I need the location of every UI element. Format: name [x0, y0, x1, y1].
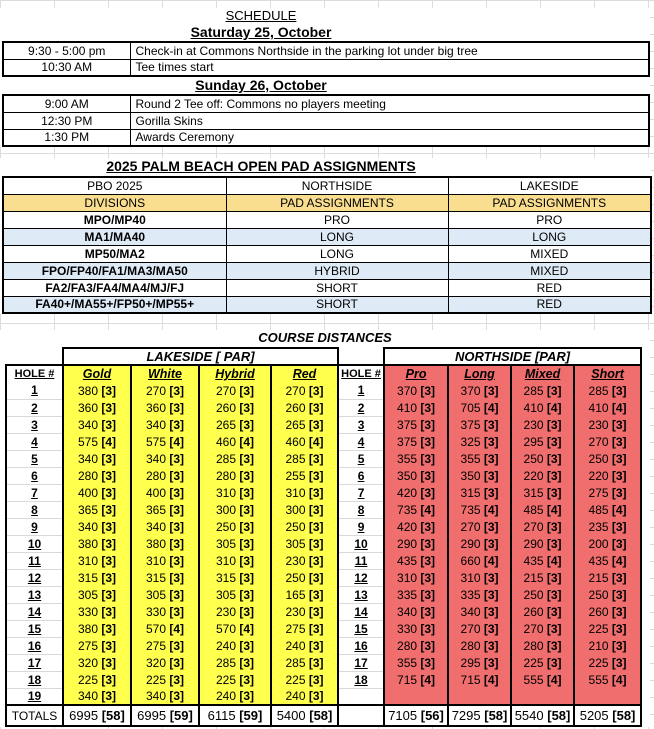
schedule-row — [3, 112, 649, 129]
pad-assignments-header-cell: PAD ASSIGNMENTS — [226, 194, 448, 211]
course-row — [6, 467, 641, 484]
course-row — [6, 518, 641, 535]
northside-distance-cell: 315 [3] — [448, 484, 511, 501]
northside-distance-cell: 355 [3] — [384, 654, 448, 671]
course-row — [6, 654, 641, 671]
lakeside-section-header: LAKESIDE [ PAR] — [63, 348, 338, 365]
course-row — [6, 450, 641, 467]
northside-distance-cell: 340 [3] — [448, 603, 511, 620]
lakeside-distance-cell: 285 [3] — [199, 654, 271, 671]
lakeside-distance-cell: 305 [3] — [271, 535, 338, 552]
hole-number-cell: 16 — [6, 637, 63, 654]
column-header-pro: Pro — [384, 365, 448, 382]
column-header-white: White — [131, 365, 199, 382]
lakeside-distance-cell: 225 [3] — [131, 671, 199, 688]
northside-distance-cell: 735 [4] — [448, 501, 511, 518]
lakeside-distance-cell: 285 [3] — [271, 450, 338, 467]
schedule-section — [0, 8, 650, 147]
lakeside-distance-cell: 365 [3] — [63, 501, 131, 518]
northside-pad-cell: SHORT — [226, 296, 448, 313]
lakeside-distance-cell: 380 [3] — [63, 535, 131, 552]
northside-distance-cell: 375 [3] — [384, 416, 448, 433]
hole-number-cell: 15 — [6, 620, 63, 637]
pad-row — [3, 279, 651, 296]
lakeside-distance-cell: 340 [3] — [63, 450, 131, 467]
northside-distance-cell: 555 [4] — [511, 671, 574, 688]
division-cell: MA1/MA40 — [3, 228, 226, 245]
hole-number-cell: 2 — [338, 399, 384, 416]
course-distances-title: COURSE DISTANCES — [258, 330, 392, 345]
course-row — [6, 671, 641, 688]
sunday-table — [2, 94, 650, 147]
northside-distance-cell: 310 [3] — [384, 569, 448, 586]
pad-row — [3, 228, 651, 245]
division-cell: MP50/MA2 — [3, 245, 226, 262]
hole-number-cell: 4 — [6, 433, 63, 450]
lakeside-distance-cell: 380 [3] — [63, 620, 131, 637]
lakeside-distance-cell: 360 [3] — [131, 399, 199, 416]
lakeside-distance-cell: 250 [3] — [199, 518, 271, 535]
hole-number-cell: 14 — [338, 603, 384, 620]
event-cell: Awards Ceremony — [130, 129, 649, 146]
event-cell: Round 2 Tee off: Commons no players meeting — [130, 95, 649, 112]
lakeside-distance-cell: 275 [3] — [271, 620, 338, 637]
course-column-header-row — [6, 365, 641, 382]
pad-header-cell: NORTHSIDE — [226, 177, 448, 194]
lakeside-distance-cell: 305 [3] — [131, 586, 199, 603]
northside-distance-cell: 260 [3] — [574, 603, 641, 620]
northside-distance-cell: 230 [3] — [511, 416, 574, 433]
northside-distance-cell: 420 [3] — [384, 518, 448, 535]
lakeside-distance-cell: 330 [3] — [131, 603, 199, 620]
hole-number-cell: 5 — [6, 450, 63, 467]
lakeside-distance-cell: 250 [3] — [271, 569, 338, 586]
northside-distance-cell: 280 [3] — [511, 637, 574, 654]
lakeside-distance-cell: 225 [3] — [271, 671, 338, 688]
hole-number-cell: 11 — [338, 552, 384, 569]
lakeside-distance-cell: 230 [3] — [271, 603, 338, 620]
time-cell: 10:30 AM — [3, 59, 130, 76]
pad-assignments-header-cell: PAD ASSIGNMENTS — [448, 194, 651, 211]
pad-assignments-section — [0, 158, 651, 314]
northside-total-cell: 7295 [58] — [448, 705, 511, 726]
lakeside-distance-cell: 275 [3] — [63, 637, 131, 654]
lakeside-distance-cell: 340 [3] — [131, 416, 199, 433]
course-row — [6, 569, 641, 586]
northside-distance-cell: 485 [4] — [511, 501, 574, 518]
schedule-row — [3, 129, 649, 146]
lakeside-pad-cell: LONG — [448, 228, 651, 245]
northside-distance-cell: 270 [3] — [448, 518, 511, 535]
northside-pad-cell: SHORT — [226, 279, 448, 296]
time-cell: 12:30 PM — [3, 112, 130, 129]
lakeside-distance-cell: 340 [3] — [63, 518, 131, 535]
pad-row — [3, 296, 651, 313]
northside-distance-cell: 375 [3] — [448, 416, 511, 433]
lakeside-distance-cell: 275 [3] — [131, 637, 199, 654]
lakeside-distance-cell: 320 [3] — [131, 654, 199, 671]
lakeside-distance-cell: 270 [3] — [131, 382, 199, 399]
northside-distance-cell: 410 [4] — [574, 399, 641, 416]
northside-distance-cell: 290 [3] — [448, 535, 511, 552]
hole-number-cell: 10 — [6, 535, 63, 552]
northside-distance-cell: 715 [4] — [448, 671, 511, 688]
hole-number-cell: 13 — [338, 586, 384, 603]
course-row — [6, 399, 641, 416]
northside-distance-cell: 220 [3] — [511, 467, 574, 484]
northside-distance-cell: 350 [3] — [448, 467, 511, 484]
lakeside-distance-cell: 315 [3] — [199, 569, 271, 586]
hole-number-cell: 18 — [6, 671, 63, 688]
lakeside-distance-cell: 270 [3] — [199, 382, 271, 399]
course-row — [6, 501, 641, 518]
event-cell: Gorilla Skins — [130, 112, 649, 129]
hole-number-cell: 6 — [6, 467, 63, 484]
lakeside-distance-cell: 255 [3] — [271, 467, 338, 484]
lakeside-distance-cell: 340 [3] — [63, 688, 131, 705]
lakeside-distance-cell: 460 [4] — [199, 433, 271, 450]
event-cell: Tee times start — [130, 59, 649, 76]
northside-distance-cell: 315 [3] — [511, 484, 574, 501]
northside-distance-cell: 410 [4] — [511, 399, 574, 416]
time-cell: 9:30 - 5:00 pm — [3, 42, 130, 59]
course-distances-section — [0, 330, 650, 727]
northside-distance-cell: 250 [3] — [574, 450, 641, 467]
column-header-mixed: Mixed — [511, 365, 574, 382]
northside-distance-cell: 235 [3] — [574, 518, 641, 535]
lakeside-distance-cell: 575 [4] — [131, 433, 199, 450]
hole-number-cell — [338, 688, 384, 705]
pad-header-cell: LAKESIDE — [448, 177, 651, 194]
northside-distance-cell: 295 [3] — [511, 433, 574, 450]
pad-row — [3, 262, 651, 279]
northside-distance-cell: 370 [3] — [448, 382, 511, 399]
lakeside-distance-cell: 320 [3] — [63, 654, 131, 671]
northside-distance-cell: 375 [3] — [384, 433, 448, 450]
northside-distance-cell: 410 [3] — [384, 399, 448, 416]
hole-number-cell: 12 — [338, 569, 384, 586]
northside-pad-cell: PRO — [226, 211, 448, 228]
divisions-header-cell: DIVISIONS — [3, 194, 226, 211]
northside-distance-cell: 330 [3] — [384, 620, 448, 637]
northside-distance-cell: 270 [3] — [511, 620, 574, 637]
northside-distance-cell: 285 [3] — [574, 382, 641, 399]
lakeside-distance-cell: 285 [3] — [199, 450, 271, 467]
hole-number-cell: 6 — [338, 467, 384, 484]
lakeside-distance-cell: 340 [3] — [131, 518, 199, 535]
hole-number-cell: 10 — [338, 535, 384, 552]
hole-number-cell: 15 — [338, 620, 384, 637]
lakeside-distance-cell: 310 [3] — [63, 552, 131, 569]
northside-distance-cell: 225 [3] — [574, 654, 641, 671]
northside-distance-cell: 485 [4] — [574, 501, 641, 518]
northside-distance-cell: 270 [3] — [574, 433, 641, 450]
lakeside-distance-cell: 310 [3] — [271, 484, 338, 501]
lakeside-distance-cell: 165 [3] — [271, 586, 338, 603]
northside-distance-cell: 555 [4] — [574, 671, 641, 688]
northside-distance-cell: 435 [4] — [511, 552, 574, 569]
lakeside-pad-cell: PRO — [448, 211, 651, 228]
lakeside-pad-cell: MIXED — [448, 245, 651, 262]
lakeside-distance-cell: 340 [3] — [131, 450, 199, 467]
pad-assignments-title: 2025 PALM BEACH OPEN PAD ASSIGNMENTS — [106, 158, 416, 174]
hole-header-cell: HOLE # — [338, 365, 384, 382]
pad-header-row — [3, 177, 651, 194]
northside-distance-cell: 230 [3] — [574, 416, 641, 433]
spacer-cell — [338, 348, 384, 365]
pad-subheader-row — [3, 194, 651, 211]
division-cell: FPO/FP40/FA1/MA3/MA50 — [3, 262, 226, 279]
lakeside-distance-cell: 270 [3] — [271, 382, 338, 399]
northside-distance-cell: 200 [3] — [574, 535, 641, 552]
lakeside-total-cell: 6995 [59] — [131, 705, 199, 726]
lakeside-distance-cell: 260 [3] — [199, 399, 271, 416]
lakeside-distance-cell: 300 [3] — [199, 501, 271, 518]
lakeside-distance-cell: 280 [3] — [131, 467, 199, 484]
northside-distance-cell — [574, 688, 641, 705]
course-row — [6, 382, 641, 399]
course-section-header-row — [6, 348, 641, 365]
lakeside-distance-cell: 240 [3] — [199, 688, 271, 705]
lakeside-distance-cell: 230 [3] — [199, 603, 271, 620]
hole-number-cell: 12 — [6, 569, 63, 586]
northside-distance-cell: 250 [3] — [511, 586, 574, 603]
lakeside-distance-cell: 340 [3] — [63, 416, 131, 433]
northside-pad-cell: LONG — [226, 228, 448, 245]
northside-distance-cell: 290 [3] — [511, 535, 574, 552]
northside-distance-cell: 705 [4] — [448, 399, 511, 416]
northside-distance-cell: 220 [3] — [574, 467, 641, 484]
northside-distance-cell: 435 [3] — [384, 552, 448, 569]
lakeside-distance-cell: 575 [4] — [63, 433, 131, 450]
lakeside-distance-cell: 460 [4] — [271, 433, 338, 450]
lakeside-pad-cell: RED — [448, 296, 651, 313]
hole-number-cell: 4 — [338, 433, 384, 450]
lakeside-distance-cell: 230 [3] — [271, 552, 338, 569]
division-cell: FA2/FA3/FA4/MA4/MJ/FJ — [3, 279, 226, 296]
lakeside-distance-cell: 305 [3] — [199, 535, 271, 552]
northside-distance-cell: 280 [3] — [448, 637, 511, 654]
lakeside-distance-cell: 360 [3] — [63, 399, 131, 416]
hole-number-cell: 5 — [338, 450, 384, 467]
northside-distance-cell: 735 [4] — [384, 501, 448, 518]
northside-distance-cell: 225 [3] — [511, 654, 574, 671]
lakeside-distance-cell: 330 [3] — [63, 603, 131, 620]
time-cell: 9:00 AM — [3, 95, 130, 112]
page-title: SCHEDULE — [225, 8, 297, 23]
division-cell: MPO/MP40 — [3, 211, 226, 228]
northside-distance-cell: 215 [3] — [574, 569, 641, 586]
lakeside-distance-cell: 310 [3] — [199, 484, 271, 501]
lakeside-distance-cell: 400 [3] — [63, 484, 131, 501]
spacer-cell — [338, 705, 384, 726]
column-header-short: Short — [574, 365, 641, 382]
northside-distance-cell — [511, 688, 574, 705]
column-header-hybrid: Hybrid — [199, 365, 271, 382]
lakeside-distance-cell: 365 [3] — [131, 501, 199, 518]
pad-assignments-table — [2, 176, 652, 314]
northside-pad-cell: HYBRID — [226, 262, 448, 279]
schedule-row — [3, 95, 649, 112]
course-row — [6, 620, 641, 637]
hole-number-cell: 18 — [338, 671, 384, 688]
lakeside-pad-cell: MIXED — [448, 262, 651, 279]
lakeside-distance-cell: 240 [3] — [271, 688, 338, 705]
lakeside-distance-cell: 310 [3] — [199, 552, 271, 569]
northside-distance-cell: 435 [4] — [574, 552, 641, 569]
course-row — [6, 688, 641, 705]
northside-distance-cell: 285 [3] — [511, 382, 574, 399]
northside-distance-cell: 370 [3] — [384, 382, 448, 399]
northside-total-cell: 7105 [56] — [384, 705, 448, 726]
course-row — [6, 586, 641, 603]
lakeside-distance-cell: 300 [3] — [271, 501, 338, 518]
hole-number-cell: 3 — [338, 416, 384, 433]
lakeside-distance-cell: 380 [3] — [63, 382, 131, 399]
column-header-long: Long — [448, 365, 511, 382]
hole-number-cell: 9 — [338, 518, 384, 535]
northside-distance-cell: 295 [3] — [448, 654, 511, 671]
northside-distance-cell: 715 [4] — [384, 671, 448, 688]
lakeside-total-cell: 6995 [58] — [63, 705, 131, 726]
time-cell: 1:30 PM — [3, 129, 130, 146]
lakeside-distance-cell: 315 [3] — [63, 569, 131, 586]
lakeside-distance-cell: 285 [3] — [271, 654, 338, 671]
pad-row — [3, 245, 651, 262]
course-row — [6, 603, 641, 620]
northside-distance-cell: 210 [3] — [574, 637, 641, 654]
hole-header-cell: HOLE # — [6, 365, 63, 382]
course-row — [6, 433, 641, 450]
northside-distance-cell: 660 [4] — [448, 552, 511, 569]
northside-distance-cell: 355 [3] — [384, 450, 448, 467]
column-header-red: Red — [271, 365, 338, 382]
northside-distance-cell — [384, 688, 448, 705]
lakeside-distance-cell: 280 [3] — [63, 467, 131, 484]
lakeside-distance-cell: 340 [3] — [131, 688, 199, 705]
northside-pad-cell: LONG — [226, 245, 448, 262]
hole-number-cell: 1 — [6, 382, 63, 399]
northside-distance-cell: 280 [3] — [384, 637, 448, 654]
northside-distance-cell: 290 [3] — [384, 535, 448, 552]
hole-number-cell: 7 — [338, 484, 384, 501]
hole-number-cell: 3 — [6, 416, 63, 433]
lakeside-distance-cell: 250 [3] — [271, 518, 338, 535]
northside-distance-cell: 215 [3] — [511, 569, 574, 586]
saturday-header: Saturday 25, October — [190, 24, 332, 40]
northside-distance-cell: 355 [3] — [448, 450, 511, 467]
lakeside-distance-cell: 265 [3] — [199, 416, 271, 433]
lakeside-distance-cell: 570 [4] — [131, 620, 199, 637]
northside-distance-cell: 350 [3] — [384, 467, 448, 484]
schedule-row — [3, 42, 649, 59]
hole-number-cell: 8 — [338, 501, 384, 518]
event-cell: Check-in at Commons Northside in the parking lot under big tree — [130, 42, 649, 59]
lakeside-distance-cell: 305 [3] — [199, 586, 271, 603]
column-header-gold: Gold — [63, 365, 131, 382]
lakeside-total-cell: 6115 [59] — [199, 705, 271, 726]
course-row — [6, 552, 641, 569]
division-cell: FA40+/MA55+/FP50+/MP55+ — [3, 296, 226, 313]
northside-total-cell: 5205 [58] — [574, 705, 641, 726]
lakeside-distance-cell: 310 [3] — [131, 552, 199, 569]
hole-number-cell: 1 — [338, 382, 384, 399]
spacer-cell — [6, 348, 63, 365]
hole-number-cell: 17 — [338, 654, 384, 671]
northside-distance-cell: 250 [3] — [574, 586, 641, 603]
hole-number-cell: 2 — [6, 399, 63, 416]
course-row — [6, 535, 641, 552]
lakeside-distance-cell: 305 [3] — [63, 586, 131, 603]
course-row — [6, 484, 641, 501]
lakeside-distance-cell: 315 [3] — [131, 569, 199, 586]
lakeside-distance-cell: 280 [3] — [199, 467, 271, 484]
northside-distance-cell: 335 [3] — [384, 586, 448, 603]
northside-distance-cell: 340 [3] — [384, 603, 448, 620]
lakeside-distance-cell: 260 [3] — [271, 399, 338, 416]
pad-header-cell: PBO 2025 — [3, 177, 226, 194]
hole-number-cell: 16 — [338, 637, 384, 654]
lakeside-distance-cell: 225 [3] — [63, 671, 131, 688]
lakeside-distance-cell: 570 [4] — [199, 620, 271, 637]
northside-distance-cell: 270 [3] — [448, 620, 511, 637]
hole-number-cell: 11 — [6, 552, 63, 569]
totals-row — [6, 705, 641, 726]
lakeside-distance-cell: 240 [3] — [271, 637, 338, 654]
saturday-table — [2, 41, 650, 77]
northside-total-cell: 5540 [58] — [511, 705, 574, 726]
northside-distance-cell: 335 [3] — [448, 586, 511, 603]
northside-distance-cell: 260 [3] — [511, 603, 574, 620]
hole-number-cell: 19 — [6, 688, 63, 705]
totals-label-cell: TOTALS — [6, 705, 63, 726]
northside-distance-cell: 275 [3] — [574, 484, 641, 501]
northside-distance-cell: 270 [3] — [511, 518, 574, 535]
course-row — [6, 637, 641, 654]
course-row — [6, 416, 641, 433]
hole-number-cell: 9 — [6, 518, 63, 535]
northside-distance-cell: 310 [3] — [448, 569, 511, 586]
northside-distance-cell: 420 [3] — [384, 484, 448, 501]
northside-distance-cell: 250 [3] — [511, 450, 574, 467]
lakeside-distance-cell: 265 [3] — [271, 416, 338, 433]
hole-number-cell: 14 — [6, 603, 63, 620]
lakeside-distance-cell: 400 [3] — [131, 484, 199, 501]
northside-section-header: NORTHSIDE [PAR] — [384, 348, 641, 365]
lakeside-total-cell: 5400 [58] — [271, 705, 338, 726]
pad-row — [3, 211, 651, 228]
lakeside-distance-cell: 380 [3] — [131, 535, 199, 552]
hole-number-cell: 17 — [6, 654, 63, 671]
sunday-header: Sunday 26, October — [195, 77, 327, 93]
northside-distance-cell: 325 [3] — [448, 433, 511, 450]
course-distances-table — [5, 347, 642, 727]
hole-number-cell: 13 — [6, 586, 63, 603]
northside-distance-cell: 225 [3] — [574, 620, 641, 637]
lakeside-pad-cell: RED — [448, 279, 651, 296]
hole-number-cell: 8 — [6, 501, 63, 518]
lakeside-distance-cell: 225 [3] — [199, 671, 271, 688]
lakeside-distance-cell: 240 [3] — [199, 637, 271, 654]
hole-number-cell: 7 — [6, 484, 63, 501]
northside-distance-cell — [448, 688, 511, 705]
schedule-row — [3, 59, 649, 76]
